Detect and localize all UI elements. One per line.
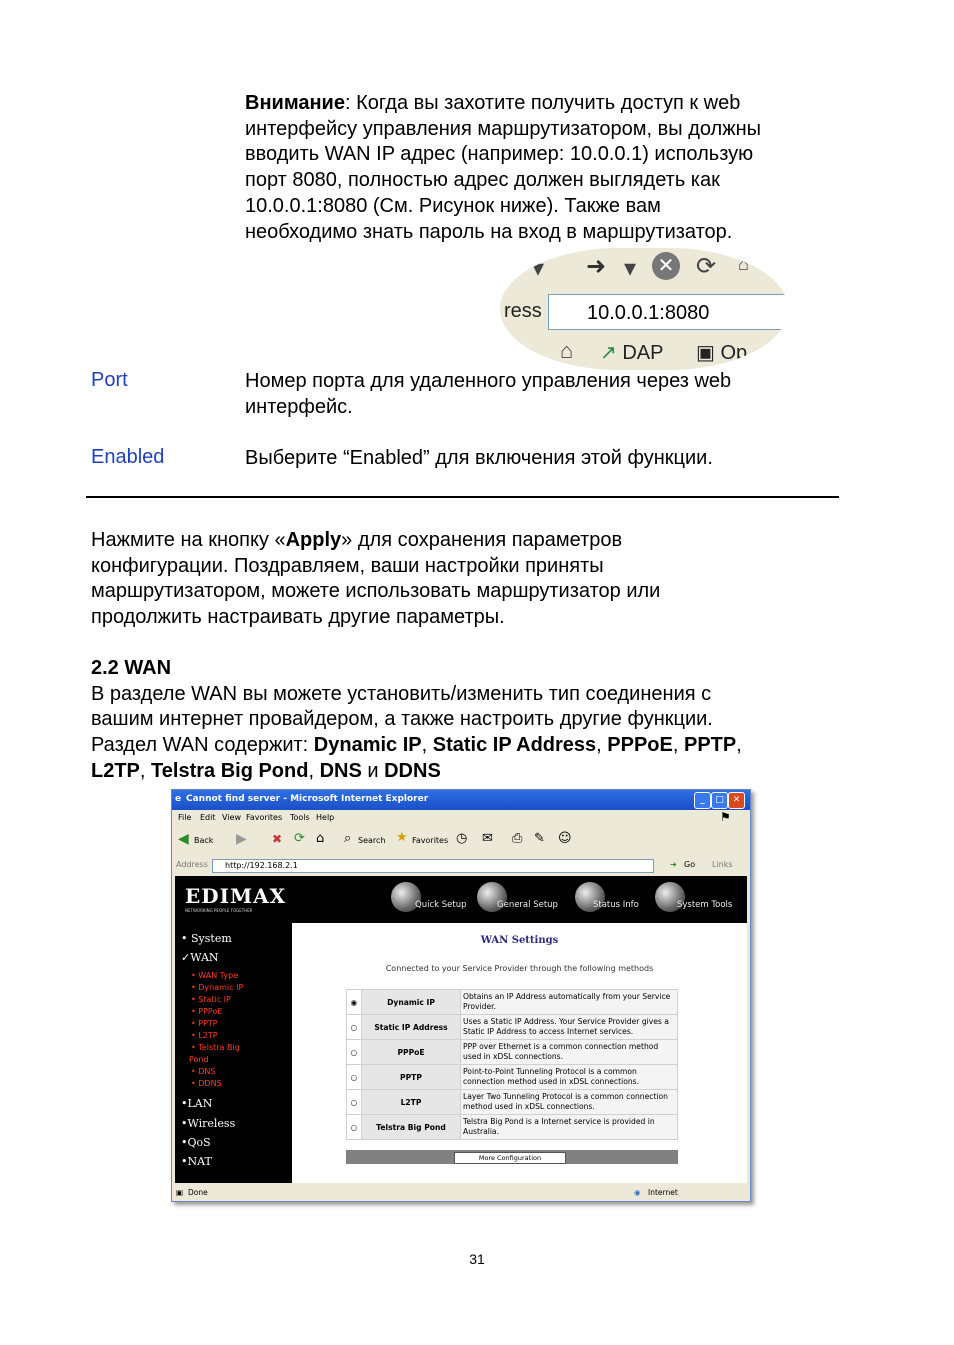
sidebar-sub-dns[interactable]: • DNS (191, 1067, 216, 1076)
back-icon[interactable]: ◀ (178, 831, 189, 847)
menu-file[interactable]: File (178, 813, 192, 822)
nav-status-info[interactable]: Status Info (593, 900, 639, 910)
note-line: : Когда вы захотите получить доступ к web (344, 92, 741, 114)
favorites-icon[interactable]: ★ (396, 830, 408, 845)
sidebar-sub-telstra-cont: Pond (189, 1055, 209, 1064)
nav-general-setup[interactable]: General Setup (497, 900, 558, 910)
field-label-enabled: Enabled (91, 446, 165, 468)
ie-icon: e (175, 794, 182, 804)
note-line: необходимо знать пароль на вход в маршрутизатор. (245, 220, 733, 243)
section-contains-cont: L2TP, Telstra Big Pond, DNS и DDNS (91, 759, 441, 782)
sidebar-sub-static-ip[interactable]: • Static IP (191, 995, 231, 1004)
sidebar-item-wan[interactable]: ✓WAN (181, 951, 219, 964)
more-config-bar (346, 1150, 678, 1164)
browser-screenshot (171, 789, 751, 1202)
field-desc-port: Номер порта для удаленного управления через web интерфейс. (245, 370, 732, 418)
section-heading: 2.2 WAN (91, 657, 172, 679)
link-dap[interactable]: ↗ DAP (600, 342, 664, 364)
method-radio[interactable]: ○ (347, 1015, 362, 1040)
sidebar-item-lan[interactable]: •LAN (181, 1097, 213, 1110)
arrow-icon: ↗ (600, 342, 617, 364)
address-input[interactable] (212, 859, 654, 873)
browser-title: Cannot find server - Microsoft Internet Explorer (186, 794, 429, 804)
note-paragraph (245, 91, 761, 245)
menu-favorites[interactable]: Favorites (246, 813, 283, 822)
chevron-down-icon: ▾ (532, 255, 545, 282)
apply-paragraph: Нажмите на кнопку «Apply» для сохранения параметров конфигурации. Поздравляем, ваши настройки приняты маршрутизатором, можете использовать маршрутизатор или продолжить настраивать другие параметры. (91, 529, 661, 629)
method-radio[interactable]: ◉ (347, 990, 362, 1015)
windows-logo-icon: ⚑ (720, 810, 731, 824)
method-row (347, 1115, 678, 1140)
method-row (347, 990, 678, 1015)
nav-quick-setup[interactable]: Quick Setup (415, 900, 467, 910)
note-line: вводить WAN IP адрес (например: 10.0.0.1) использую (245, 143, 754, 166)
address-label: ress (504, 300, 542, 322)
edimax-logo: EDIMAX (185, 884, 287, 908)
go-icon[interactable]: ➜ (670, 860, 677, 869)
method-radio[interactable]: ○ (347, 1065, 362, 1090)
edit-icon[interactable]: ✎ (534, 831, 545, 846)
method-description: Layer Two Tunneling Protocol is a common connection method used in xDSL connections. (461, 1090, 678, 1115)
note-line: интерфейсу управления маршрутизатором, вы должны (245, 117, 762, 140)
status-text: Done (188, 1188, 208, 1197)
method-row (347, 1065, 678, 1090)
more-configuration-button[interactable]: More Configuration (454, 1152, 566, 1164)
sidebar-sub-l2tp[interactable]: • L2TP (191, 1031, 218, 1040)
address-bar-inset (500, 248, 788, 370)
sidebar-sub-telstra[interactable]: • Telstra Big (191, 1043, 240, 1052)
logo-tagline: NETWORKING PEOPLE TOGETHER (185, 908, 253, 913)
sidebar-sub-dynamic-ip[interactable]: • Dynamic IP (191, 983, 244, 992)
browser-titlebar (172, 790, 750, 810)
method-name: Dynamic IP (362, 990, 461, 1015)
sidebar-sub-ddns[interactable]: • DDNS (191, 1079, 222, 1088)
minimize-button[interactable]: _ (694, 792, 711, 809)
sidebar-sub-wan-type[interactable]: • WAN Type (191, 971, 239, 980)
mail-icon[interactable]: ✉ (482, 831, 493, 846)
method-radio[interactable]: ○ (347, 1090, 362, 1115)
page-icon: ▣ (696, 342, 715, 364)
search-label[interactable]: Search (358, 836, 386, 845)
sidebar-item-nat[interactable]: •NAT (181, 1155, 212, 1168)
inset-links-row (500, 334, 788, 370)
zone-text: Internet (648, 1188, 678, 1197)
stop-icon: ✕ (652, 252, 680, 280)
link-other[interactable]: ▣ Ор (696, 342, 748, 364)
method-name: PPTP (362, 1065, 461, 1090)
sidebar-item-qos[interactable]: •QoS (181, 1136, 211, 1149)
note-bold: Внимание (245, 92, 345, 114)
browser-statusbar (172, 1184, 750, 1201)
method-name: Static IP Address (362, 1015, 461, 1040)
menu-edit[interactable]: Edit (200, 813, 216, 822)
sidebar-sub-pppoe[interactable]: • PPPoE (191, 1007, 223, 1016)
section-wan (91, 656, 742, 785)
go-label[interactable]: Go (684, 860, 696, 869)
stop-icon[interactable]: ✖ (272, 832, 283, 846)
apply-bold: Apply (285, 529, 342, 551)
internet-zone-icon: ◉ (634, 1188, 641, 1197)
nav-system-tools[interactable]: System Tools (677, 900, 733, 910)
home-icon: ⌂ (738, 254, 749, 274)
sidebar-sub-pptp[interactable]: • PPTP (191, 1019, 218, 1028)
refresh-icon: ⟳ (696, 253, 717, 280)
messenger-icon[interactable]: ☺ (558, 831, 572, 846)
router-banner (175, 876, 747, 923)
home-icon: ⌂ (560, 338, 574, 363)
note-line: порт 8080, полностью адрес должен выглядеть как (245, 169, 720, 192)
field-desc-enabled: Выберите “Enabled” для включения этой функции. (245, 447, 713, 469)
favorites-label[interactable]: Favorites (412, 836, 449, 845)
maximize-button[interactable]: □ (711, 792, 728, 809)
page-icon: ▣ (176, 1188, 184, 1197)
method-row (347, 1090, 678, 1115)
method-description: Obtains an IP Address automatically from your Service Provider. (461, 990, 678, 1015)
menu-view[interactable]: View (222, 813, 241, 822)
history-icon[interactable]: ◷ (456, 831, 468, 846)
section-contains: Раздел WAN содержит: Dynamic IP, Static IP Address, PPPoE, PPTP, (91, 734, 742, 757)
method-name: PPPoE (362, 1040, 461, 1065)
divider (86, 496, 839, 498)
address-value: http://192.168.2.1 (225, 861, 298, 870)
wan-methods-table (346, 989, 678, 1140)
method-name: L2TP (362, 1090, 461, 1115)
wan-settings-title: WAN Settings (480, 935, 559, 946)
links-label[interactable]: Links (712, 860, 733, 869)
forward-arrow-icon: ➜ (586, 253, 607, 280)
method-radio[interactable]: ○ (347, 1040, 362, 1065)
sidebar-item-wireless[interactable]: •Wireless (181, 1117, 236, 1130)
refresh-icon[interactable]: ⟳ (294, 831, 305, 846)
sidebar-item-system[interactable]: • System (181, 932, 232, 945)
close-button[interactable]: ✕ (728, 792, 745, 809)
section-line: вашим интернет провайдером, а также настроить другие функции. (91, 708, 713, 731)
router-sidebar (175, 923, 292, 1183)
method-description: Point-to-Point Tunneling Protocol is a common connection method used in xDSL connections. (461, 1065, 678, 1090)
note-line: 10.0.0.1:8080 (См. Рисунок ниже). Также вам (245, 194, 661, 217)
menu-tools[interactable]: Tools (290, 813, 310, 822)
router-content (292, 923, 747, 1183)
inset-address-row (500, 292, 788, 332)
address-input[interactable] (548, 294, 788, 330)
method-description: Telstra Big Pond is a Internet service is provided in Australia. (461, 1115, 678, 1140)
method-description: PPP over Ethernet is a common connection method used in xDSL connections. (461, 1040, 678, 1065)
method-description: Uses a Static IP Address. Your Service Provider gives a Static IP Address to access Internet services. (461, 1015, 678, 1040)
back-label[interactable]: Back (194, 836, 214, 845)
forward-icon[interactable]: ▶ (236, 831, 247, 847)
section-line: В разделе WAN вы можете установить/изменить тип соединения с (91, 682, 712, 705)
browser-toolbar (172, 826, 750, 856)
address-label: Address (176, 860, 208, 869)
method-row (347, 1015, 678, 1040)
method-radio[interactable]: ○ (347, 1115, 362, 1140)
home-icon[interactable]: ⌂ (316, 831, 325, 846)
method-row (347, 1040, 678, 1065)
browser-menubar (172, 810, 750, 826)
print-icon[interactable]: ⎙ (512, 831, 523, 846)
chevron-down-icon: ▾ (624, 255, 637, 282)
method-name: Telstra Big Pond (362, 1115, 461, 1140)
inset-toolbar (500, 248, 788, 288)
browser-address-bar (172, 856, 750, 874)
page-number: 31 (469, 1251, 485, 1267)
wan-intro: Connected to your Service Provider through the following methods (385, 964, 654, 973)
address-value: 10.0.0.1:8080 (587, 302, 710, 324)
menu-help[interactable]: Help (316, 813, 335, 822)
field-label-port: Port (91, 369, 128, 391)
search-icon[interactable]: ⌕ (344, 831, 352, 846)
